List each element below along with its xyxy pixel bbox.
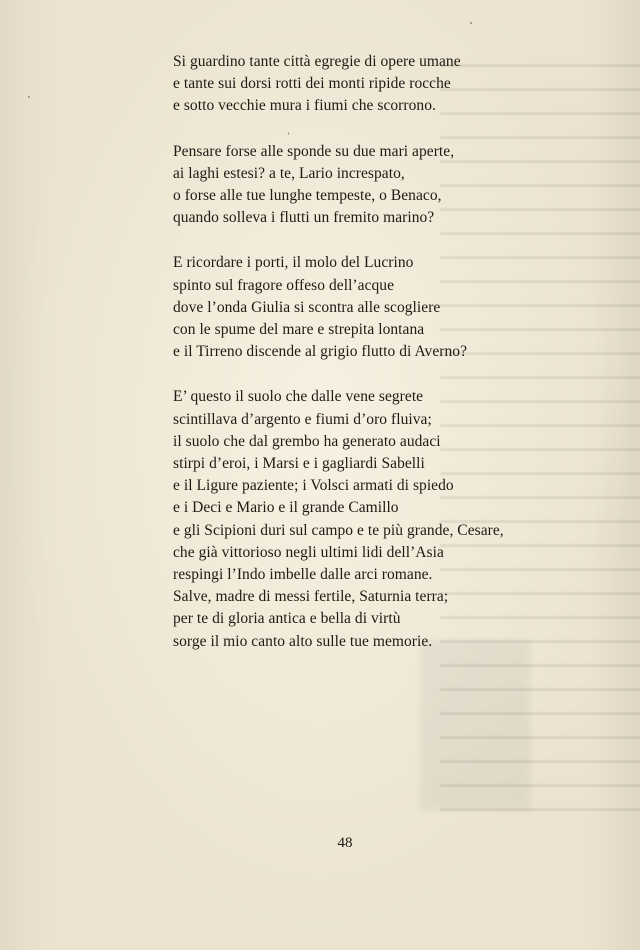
poem-line: sorge il mio canto alto sulle tue memorie. <box>173 632 433 650</box>
poem <box>173 51 613 676</box>
stanza-4 <box>173 386 613 652</box>
poem-line: e il Ligure paziente; i Volsci armati di spiedo <box>173 477 454 495</box>
poem-line: spinto sul fragore offeso dell’acque <box>173 276 395 294</box>
poem-line: che già vittorioso negli ultimi lidi dell’Asia <box>173 543 444 561</box>
poem-line: E’ questo il suolo che dalle vene segrete <box>173 388 424 406</box>
stanza-1 <box>173 51 613 118</box>
poem-line: e sotto vecchie mura i fiumi che scorrono. <box>173 97 436 115</box>
page-number: 48 <box>337 835 353 851</box>
poem-line: ai laghi estesi? a te, Lario increspato, <box>173 164 405 182</box>
poem-line: con le spume del mare e strepita lontana <box>173 321 425 339</box>
poem-line: quando solleva i flutti un fremito marino? <box>173 209 435 227</box>
poem-line: e tante sui dorsi rotti dei monti ripide rocche <box>173 75 451 93</box>
poem-line: scintillava d’argento e fiumi d’oro fluiva; <box>173 410 432 428</box>
poem-line: Pensare forse alle sponde su due mari aperte, <box>173 142 455 160</box>
poem-line: per te di gloria antica e bella di virtù <box>173 610 401 628</box>
poem-line: dove l’onda Giulia si scontra alle scogliere <box>173 298 441 316</box>
poem-line: Si guardino tante città egregie di opere umane <box>173 53 461 70</box>
paper-speck <box>470 22 472 24</box>
poem-line: e gli Scipioni duri sul campo e te più grande, Cesare, <box>173 521 504 539</box>
poem-line: E ricordare i porti, il molo del Lucrino <box>173 254 414 272</box>
poem-line: e i Deci e Mario e il grande Camillo <box>173 499 399 517</box>
paper-speck <box>28 96 30 98</box>
poem-line: stirpi d’eroi, i Marsi e i gagliardi Sabelli <box>173 455 425 473</box>
poem-line: Salve, madre di messi fertile, Saturnia terra; <box>173 588 449 606</box>
poem-line: o forse alle tue lunghe tempeste, o Benaco, <box>173 187 442 205</box>
poem-line: respingi l’Indo imbelle dalle arci romane. <box>173 566 433 584</box>
poem-line: il suolo che dal grembo ha generato audaci <box>173 432 441 450</box>
stanza-3 <box>173 252 613 363</box>
poem-line: e il Tirreno discende al grigio flutto di Averno? <box>173 343 468 361</box>
stanza-2 <box>173 141 613 230</box>
